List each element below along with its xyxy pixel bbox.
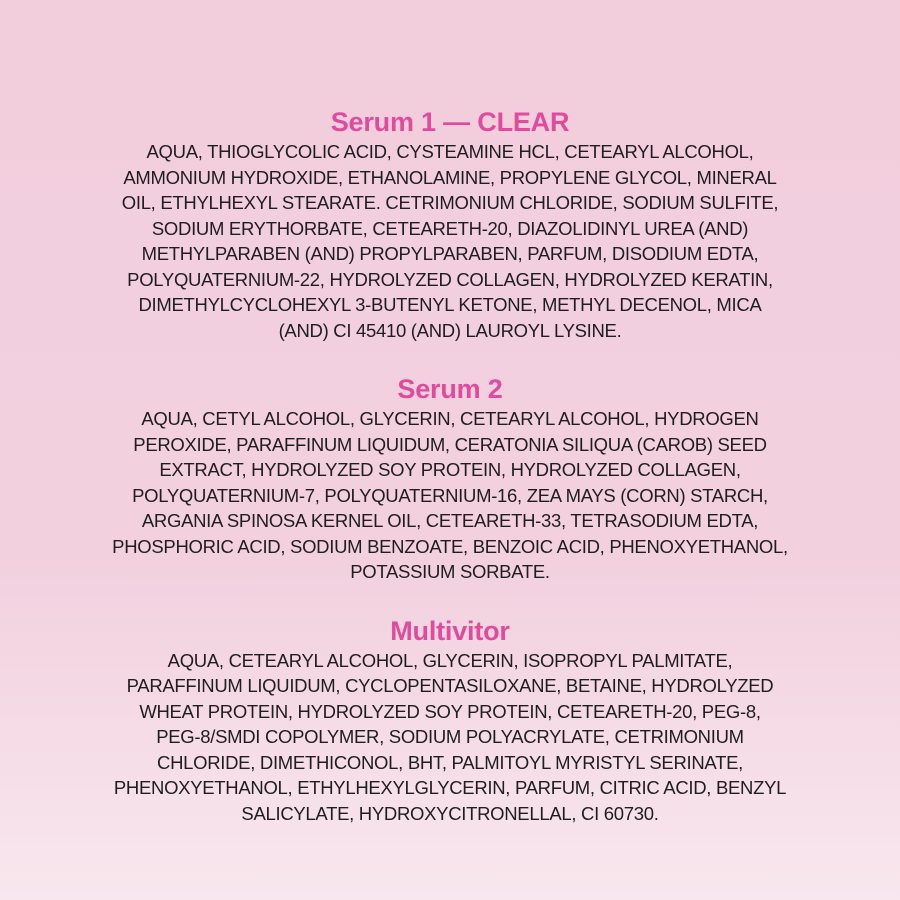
ingredient-line: EXTRACT, HYDROLYZED SOY PROTEIN, HYDROLYZED COLLAGEN, (159, 459, 741, 480)
ingredient-line: AQUA, CETYL ALCOHOL, GLYCERIN, CETEARYL ALCOHOL, HYDROGEN (141, 408, 759, 429)
ingredient-list-multivitor (0, 648, 900, 827)
section-serum-2 (0, 375, 900, 585)
ingredient-list-serum-2 (0, 406, 900, 585)
ingredient-list-serum-1 (0, 139, 900, 343)
ingredient-line: SALICYLATE, HYDROXYCITRONELLAL, CI 60730. (241, 802, 659, 824)
section-multivitor (0, 617, 900, 827)
ingredient-line: PEG-8/SMDI COPOLYMER, SODIUM POLYACRYLATE, CETRIMONIUM (156, 726, 744, 747)
ingredient-line: PEROXIDE, PARAFFINUM LIQUIDUM, CERATONIA SILIQUA (CAROB) SEED (133, 433, 767, 455)
ingredient-line: AMMONIUM HYDROXIDE, ETHANOLAMINE, PROPYLENE GLYCOL, MINERAL (123, 166, 777, 188)
ingredient-line: METHYLPARABEN (AND) PROPYLPARABEN, PARFUM, DISODIUM EDTA, (141, 243, 759, 264)
ingredient-line: AQUA, THIOGLYCOLIC ACID, CYSTEAMINE HCL, CETEARYL ALCOHOL, (146, 141, 754, 162)
ingredient-line: POTASSIUM SORBATE. (350, 561, 550, 582)
section-heading-serum-2: Serum 2 (397, 374, 503, 404)
section-heading-serum-1: Serum 1 — CLEAR (330, 107, 570, 137)
ingredient-line: PARAFFINUM LIQUIDUM, CYCLOPENTASILOXANE, BETAINE, HYDROLYZED (126, 675, 774, 696)
ingredient-line: WHEAT PROTEIN, HYDROLYZED SOY PROTEIN, CETEARETH-20, PEG-8, (139, 700, 761, 722)
ingredient-line: POLYQUATERNIUM-22, HYDROLYZED COLLAGEN, HYDROLYZED KERATIN, (127, 268, 773, 290)
ingredient-line: PHENOXYETHANOL, ETHYLHEXYLGLYCERIN, PARFUM, CITRIC ACID, BENZYL (113, 777, 787, 798)
ingredient-line: SODIUM ERYTHORBATE, CETEARETH-20, DIAZOLIDINYL UREA (AND) (151, 217, 749, 239)
section-heading-multivitor: Multivitor (390, 615, 510, 646)
ingredient-line: POLYQUATERNIUM-7, POLYQUATERNIUM-16, ZEA MAYS (CORN) STARCH, (132, 484, 768, 506)
ingredient-line: DIMETHYLCYCLOHEXYL 3-BUTENYL KETONE, METHYL DECENOL, MICA (138, 294, 762, 315)
ingredient-line: OIL, ETHYLHEXYL STEARATE. CETRIMONIUM CHLORIDE, SODIUM SULFITE, (121, 192, 779, 213)
section-serum-1 (0, 108, 900, 343)
ingredient-line: AQUA, CETEARYL ALCOHOL, GLYCERIN, ISOPROPYL PALMITATE, (167, 649, 733, 671)
ingredient-line: PHOSPHORIC ACID, SODIUM BENZOATE, BENZOIC ACID, PHENOXYETHANOL, (112, 535, 788, 557)
ingredient-line: (AND) CI 45410 (AND) LAUROYL LYSINE. (278, 319, 622, 341)
ingredient-line: ARGANIA SPINOSA KERNEL OIL, CETEARETH-33, TETRASODIUM EDTA, (141, 510, 759, 531)
ingredient-line: CHLORIDE, DIMETHICONOL, BHT, PALMITOYL MYRISTYL SERINATE, (157, 751, 743, 773)
